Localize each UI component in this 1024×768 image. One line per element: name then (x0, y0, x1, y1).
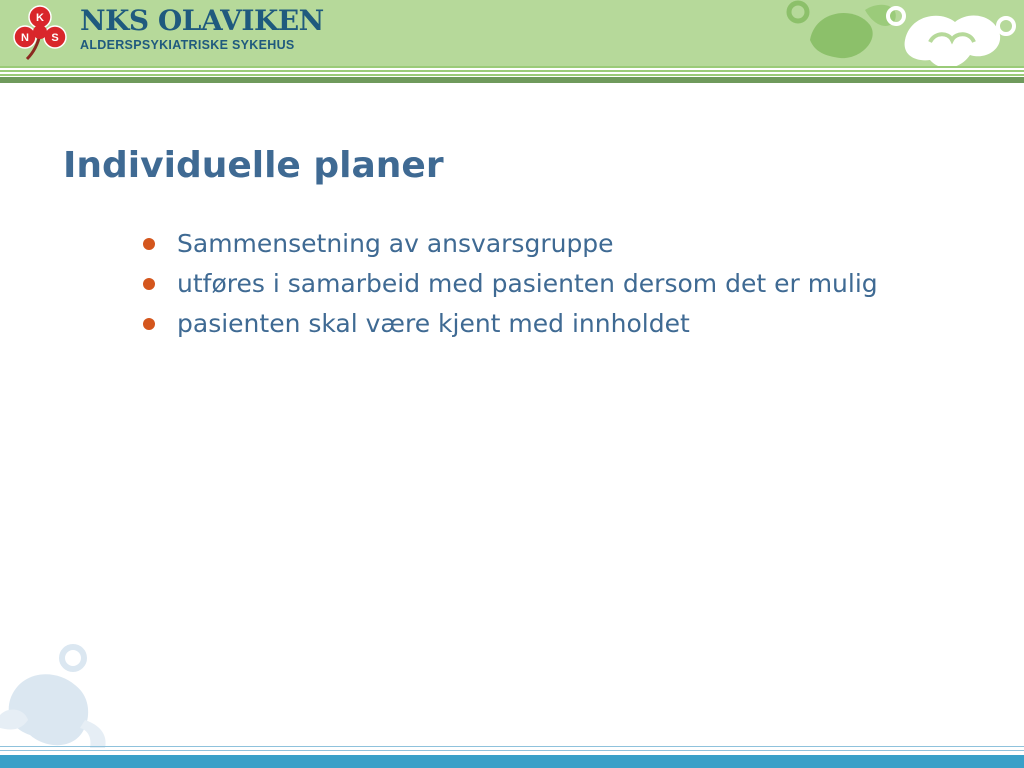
bullet-item (138, 306, 918, 341)
footer-bar (0, 744, 1024, 768)
bullet-dot-icon (143, 278, 155, 290)
bullet-list (138, 226, 918, 346)
brand (80, 4, 324, 52)
bullet-text: utføres i samarbeid med pasienten dersom det er mulig (177, 269, 878, 298)
logo-letter-n: N (21, 32, 29, 44)
decorative-figure-icon (0, 640, 120, 752)
decorative-swirl-icon (770, 0, 1024, 66)
bullet-item (138, 226, 918, 261)
bullet-dot-icon (143, 238, 155, 250)
brand-name: NKS OLAVIKEN (80, 4, 324, 37)
logo-letter-s: S (51, 32, 59, 44)
logo-letter-k: K (36, 12, 44, 24)
bullet-text: pasienten skal være kjent med innholdet (177, 309, 690, 338)
slide-title: Individuelle planer (63, 145, 444, 186)
header-divider (0, 66, 1024, 84)
bullet-text: Sammensetning av ansvarsgruppe (177, 229, 614, 258)
brand-subtitle: ALDERSPSYKIATRISKE SYKEHUS (80, 38, 295, 52)
bullet-item (138, 266, 918, 301)
header-bar (0, 0, 1024, 66)
clover-logo-icon (10, 4, 70, 62)
bullet-dot-icon (143, 318, 155, 330)
